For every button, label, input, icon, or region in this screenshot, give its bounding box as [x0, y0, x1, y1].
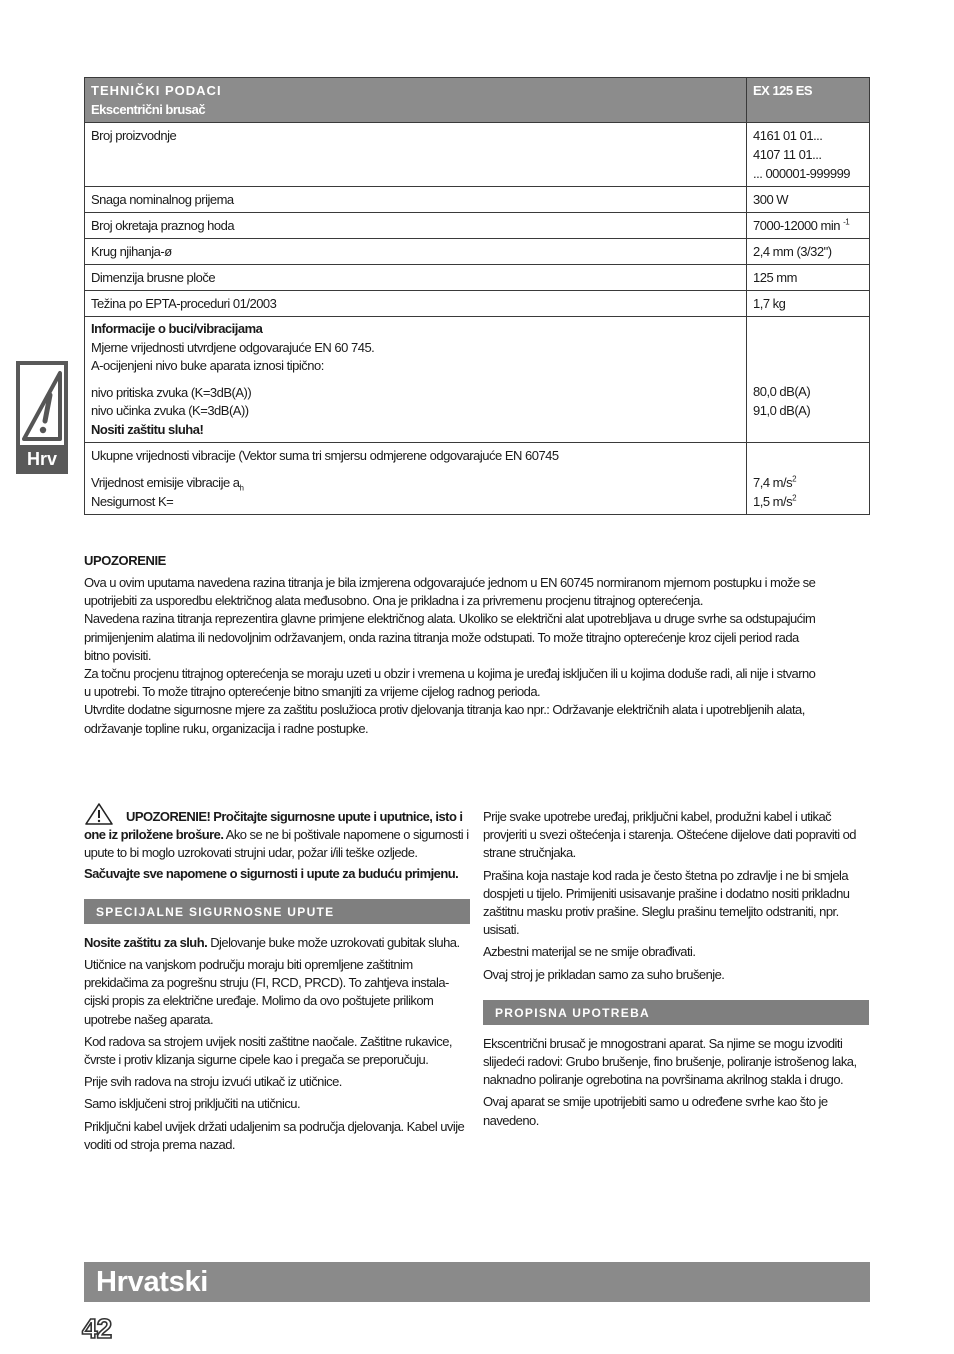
spec-subtitle: Ekscentrični brusač — [91, 102, 206, 117]
footer-language-bar — [84, 1262, 870, 1302]
warning-triangle-icon — [84, 802, 114, 826]
hearing-paragraph — [84, 934, 470, 952]
safety-paragraph: Prije svake upotrebe uređaj, priključni kabel, produžni kabel i utikač provjeriti u svezi oštećenja i starenja. Oštećene dijelove dati popraviti od strane stručnjaka. — [483, 809, 856, 861]
serial-line: 4161 01 01... — [753, 128, 823, 143]
table-row — [85, 291, 870, 317]
page-number: 42 — [82, 1313, 112, 1344]
noise-power-value: 91,0 dB(A) — [753, 402, 811, 418]
noise-pressure-label: nivo pritiska zvuka (K=3dB(A)) — [91, 384, 252, 400]
noise-line: A-ocijenjeni nivo buke aparata iznosi tipično: — [91, 358, 324, 373]
warning-line: bitno povisiti. — [84, 647, 151, 663]
unit-sup: 2 — [792, 493, 797, 503]
spec-title: TEHNIČKI PODACI — [91, 83, 222, 98]
spec-model: EX 125 ES — [747, 78, 870, 123]
noise-pressure-value: 80,0 dB(A) — [753, 384, 811, 399]
safety-paragraph: Priključni kabel uvijek držati udaljenim sa područja djelovanja. Kabel uvije voditi od stroja prema nazad. — [84, 1118, 465, 1152]
table-row — [85, 265, 870, 291]
safety-paragraph: Azbestni materijal se ne smije obrađivati. — [483, 944, 696, 960]
vibration-value-cell — [747, 443, 870, 515]
safety-paragraph: Ovaj stroj je prikladan samo za suho brušenje. — [483, 966, 725, 982]
spec-table — [84, 77, 870, 515]
serial-line: ... 000001-999999 — [753, 166, 851, 181]
safety-warning-text: Ako se ne bi poštivale napomene o sigurnosti i upute to bi moglo uzrokovati strujni udar, požar i/ili teške ozljede. — [84, 827, 469, 861]
safety-paragraph: Prašina koja nastaje kod rada je često štetna po zdravlje i ne bi smjela dospjeti u tijelo. Primijeniti usisavanje prašine i dodatno nositi prikladnu zaštitnu masku protiv prašine. Sleglu prašinu temeljito odstraniti, npr. usisati. — [483, 867, 850, 938]
row-label: Broj okretaja praznog hoda — [85, 213, 747, 239]
warning-line: Utvrdite dodatne sigurnosne mjere za zaštitu poslužioca protiv djelovanja titranja kao npr.: Održavanje električnih alata i upotrebljenih alata, — [84, 702, 805, 718]
table-row — [85, 123, 870, 187]
warning-line: primijenjenim alatima ili nedovoljnim održavanjem, onda razina titranja može odstupati. To može titrajno opterećenje kroz cijeli period rada — [84, 629, 799, 645]
spec-table-header — [85, 78, 870, 123]
row-label: Dimenzija brusne ploče — [85, 265, 747, 291]
speed-unit-sup: -1 — [843, 217, 850, 227]
table-row — [85, 213, 870, 239]
vibration-emission-label: Vrijednost emisije vibracije $a_h$ — [91, 475, 244, 493]
safety-warning-bold: UPOZORENIE! Pročitajte sigurnosne upute i uputnice, isto i one iz priložene brošure. — [84, 809, 463, 843]
row-label: Krug njihanja-ø — [85, 239, 747, 265]
warning-line: Ova u ovim uputama navedena razina titranja je bila izmjerena odgovarajuće jednom u EN 60745 normiranom mjernom postupku i može se — [84, 575, 816, 590]
safety-paragraph: Kod radova sa strojem uvijek nositi zaštitne naočale. Zaštitne rukavice, čvrste i protiv klizanja sigurne cipele kao i pregača se preporučuju. — [84, 1033, 452, 1068]
serial-line: 4107 11 01... — [753, 147, 822, 162]
usage-paragraph: Ekscentrični brusač je mnogostrani aparat. Sa njime se mogu izvoditi slijedeći radovi: Grubo brušenje, fino brušenje, poliranje istrošenog laka, naknadno poliranje ogrebotina na površinama akrilnog stakla i drugo. — [483, 1035, 857, 1088]
noise-value-cell — [747, 317, 870, 443]
vibration-uncertainty-label: Nesigurnost K= — [91, 494, 174, 509]
row-label: Broj proizvodnje — [85, 123, 747, 187]
row-value — [747, 213, 870, 239]
language-tab-label: Hrv — [26, 449, 57, 469]
safety-paragraph: Prije svih radova na stroju izvući utikač iz utičnice. — [84, 1074, 342, 1090]
hearing-text: Djelovanje buke može uzrokovati gubitak sluha. — [207, 934, 460, 950]
section-header-intended-use: PROPISNA UPOTREBA — [483, 1000, 869, 1025]
noise-line: Mjerne vrijednosti utvrdjene odgovarajuće EN 60 745. — [91, 339, 375, 355]
safety-paragraph: Utičnice na vanjskom području moraju biti opremljene zaštitnim prekidačima za pogrešnu struju (FI, RCD, PRCD). To zahtjeva instala-cijski propis za električne uređaje. Molimo da ovo poštujete prilikom upotrebe našeg aparata. — [84, 957, 449, 1027]
row-value: 2,4 mm (3/32") — [747, 239, 870, 265]
warning-line: u upotrebi. To može titrajno opterećenje bitno smanjiti za vrijeme cijelog radnog perioda. — [84, 684, 541, 700]
section-header-special-safety: SPECIJALNE SIGURNOSNE UPUTE — [84, 899, 470, 924]
noise-power-label: nivo učinka zvuka (K=3dB(A)) — [91, 403, 249, 418]
noise-label-cell — [85, 317, 747, 443]
row-label: Težina po EPTA-proceduri 01/2003 — [85, 291, 747, 317]
safety-warning-paragraph — [84, 802, 470, 863]
spec-header-title-cell — [85, 78, 747, 123]
warning-title: UPOZORENIE — [84, 553, 166, 568]
hearing-bold: Nosite zaštitu za sluh. — [84, 934, 208, 950]
table-row — [85, 239, 870, 265]
noise-title: Informacije o buci/vibracijama — [91, 321, 263, 336]
row-label: Snaga nominalnog prijema — [85, 187, 747, 213]
row-value — [747, 123, 870, 187]
warning-line: Za točnu procjenu titrajnog opterećenja se moraju uzeti u obzir i vremena u kojima je uređaj isključen ili u kojima doduše radi, ali nije i stvarno — [84, 666, 816, 682]
warning-line: upotrijebiti za usporedbu električnog alata međusobno. Ona je prikladna i za privremenu procjenu titrajnog opterećenja. — [84, 593, 703, 609]
vibration-warning-section — [84, 552, 874, 738]
usage-paragraph: Ovaj aparat se smije upotrijebiti samo u određene svrhe kao što je navedeno. — [483, 1094, 828, 1128]
keep-instructions-note: Sačuvajte sve napomene o sigurnosti i upute za buduću primjenu. — [84, 865, 459, 881]
footer-language: Hrvatski — [96, 1266, 209, 1298]
row-value: 125 mm — [747, 265, 870, 291]
table-row-vibration — [85, 443, 870, 515]
right-column — [483, 808, 869, 1134]
vibration-label-cell — [85, 443, 747, 515]
emission-subscript: h — [239, 483, 244, 493]
speed-value: 7000-12000 min — [753, 218, 840, 233]
hearing-protection-note: Nositi zaštitu sluha! — [91, 421, 204, 437]
table-row-noise — [85, 317, 870, 443]
language-tab — [16, 361, 68, 474]
row-value: 1,7 kg — [747, 291, 870, 317]
warning-line: Navedena razina titranja reprezentira glavne primjene električnog alata. Ukoliko se električni alat upotrebljava u druge svrhe sa odstupajućim — [84, 611, 816, 627]
vibration-emission-value: 7,4 $m/s^2$ — [753, 474, 797, 490]
warning-line: održavanje topline ruku, organizacija i radne postupke. — [84, 720, 369, 736]
unit-sup: 2 — [792, 474, 797, 484]
vibration-intro: Ukupne vrijednosti vibracije (Vektor suma tri smjersu odmjerene odgovarajuće EN 60745 — [91, 448, 559, 463]
warning-exclamation-icon — [20, 365, 64, 445]
table-row — [85, 187, 870, 213]
row-value: 300 W — [747, 187, 870, 213]
safety-paragraph: Samo isključeni stroj priključiti na utičnicu. — [84, 1096, 301, 1112]
vibration-uncertainty-value: 1,5 $m/s^2$ — [753, 493, 797, 509]
left-column — [84, 802, 470, 1158]
